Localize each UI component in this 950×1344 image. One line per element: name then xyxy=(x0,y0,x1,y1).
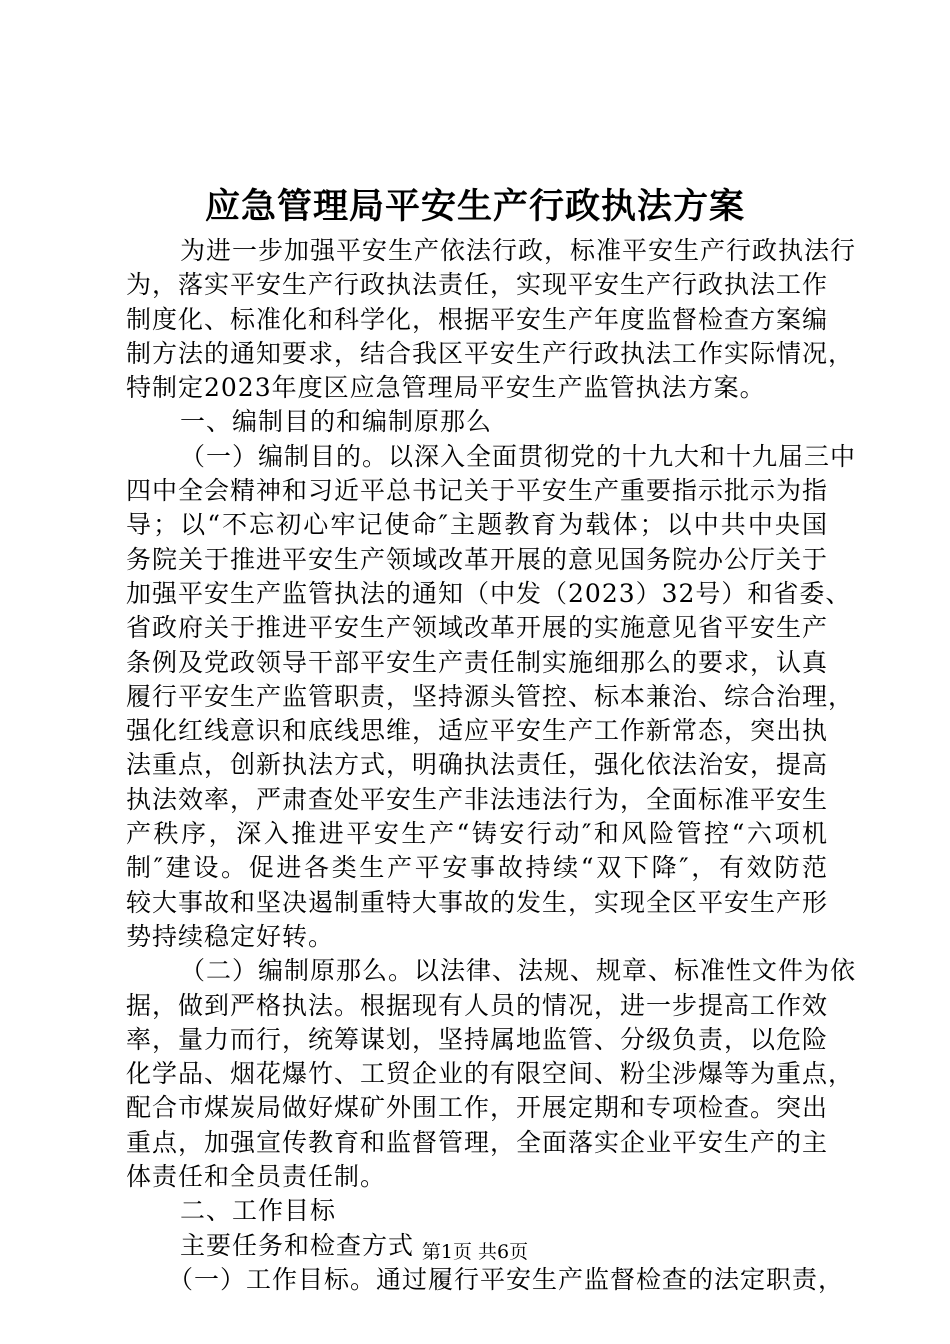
body-line: 制度化、标准化和科学化，根据平安生产年度监督检查方案编 xyxy=(126,304,829,334)
body-line: 履行平安生产监管职责，坚持源头管控、标本兼治、综合治理， xyxy=(126,681,855,711)
body-line: 制″建设。促进各类生产平安事故持续“双下降″，有效防范 xyxy=(126,853,828,883)
body-line: 为进一步加强平安生产依法行政，标准平安生产行政执法行 xyxy=(180,236,857,265)
body-line: 法重点，创新执法方式，明确执法责任，强化依法治安，提高 xyxy=(126,750,829,780)
body-line: 执法效率，严肃查处平安生产非法违法行为，全面标准平安生 xyxy=(126,784,829,814)
body-line: 产秩序，深入推进平安生产“铸安行动″和风险管控“六项机 xyxy=(126,819,828,849)
body-line: （一）编制目的。以深入全面贯彻党的十九大和十九届三中 xyxy=(180,441,857,471)
body-line: 化学品、烟花爆竹、工贸企业的有限空间、粉尘涉爆等为重点， xyxy=(126,1059,855,1089)
body-line: 为，落实平安生产行政执法责任，实现平安生产行政执法工作 xyxy=(126,270,829,300)
body-line: 条例及党政领导干部平安生产责任制实施细那么的要求，认真 xyxy=(126,647,829,677)
body-line: 特制定2023年度区应急管理局平安生产监管执法方案。 xyxy=(126,373,766,403)
body-line: 率，量力而行，统筹谋划，坚持属地监管、分级负责，以危险 xyxy=(126,1024,829,1054)
body-line: 四中全会精神和习近平总书记关于平安生产重要指示批示为指 xyxy=(126,476,829,506)
body-line: 重点，加强宣传教育和监督管理，全面落实企业平安生产的主 xyxy=(126,1127,829,1157)
document-title: 应急管理局平安生产行政执法方案 xyxy=(204,186,745,227)
body-line: 导；以“不忘初心牢记使命″主题教育为载体；以中共中央国 xyxy=(126,510,828,540)
body-line: 据，做到严格执法。根据现有人员的情况，进一步提高工作效 xyxy=(126,990,829,1020)
body-line: 势持续稳定好转。 xyxy=(126,921,335,951)
body-line: 强化红线意识和底线思维，适应平安生产工作新常态，突出执 xyxy=(126,716,829,746)
body-line: 务院关于推进平安生产领域改革开展的意见国务院办公厅关于 xyxy=(126,544,829,574)
body-line: 制方法的通知要求，结合我区平安生产行政执法工作实际情况， xyxy=(126,338,855,368)
body-line: 体责任和全员责任制。 xyxy=(126,1162,387,1192)
section-heading: 二、工作目标 xyxy=(180,1196,337,1226)
body-line: （二）编制原那么。以法律、法规、规章、标准性文件为依 xyxy=(180,956,857,986)
section-heading: 主要任务和检查方式 xyxy=(180,1230,415,1260)
page-number: 第1页 共6页 xyxy=(421,1241,529,1263)
body-line: 省政府关于推进平安生产领域改革开展的实施意见省平安生产 xyxy=(126,613,829,643)
body-line: 配合市煤炭局做好煤矿外围工作，开展定期和专项检查。突出 xyxy=(126,1093,829,1123)
document-body xyxy=(126,234,857,1297)
body-line: 加强平安生产监管执法的通知（中发（2023）32号）和省委、 xyxy=(126,578,852,608)
section-heading: 一、编制目的和编制原那么 xyxy=(180,407,493,437)
body-line: 较大事故和坚决遏制重特大事故的发生，实现全区平安生产形 xyxy=(126,887,829,917)
body-line: （一）工作目标。通过履行平安生产监督检查的法定职责， xyxy=(168,1264,845,1294)
